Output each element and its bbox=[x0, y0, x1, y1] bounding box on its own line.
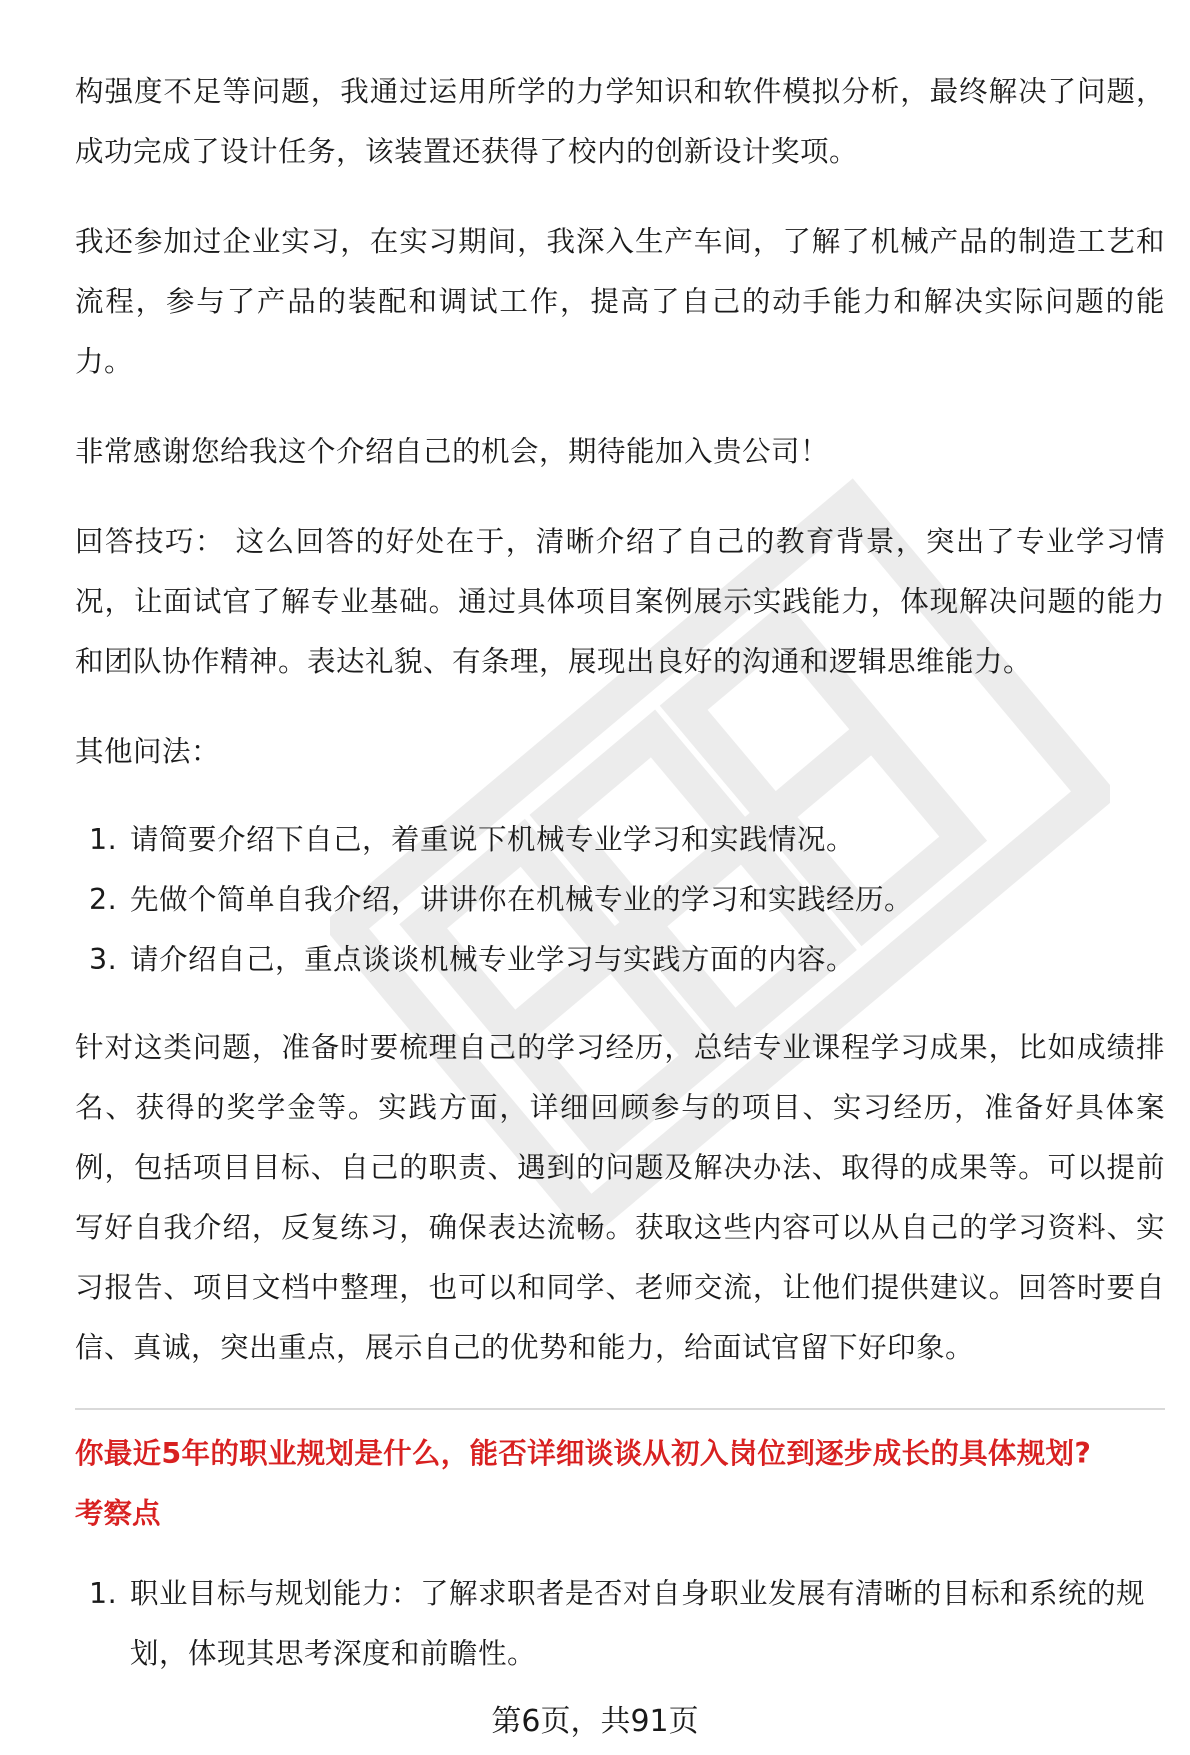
main-content bbox=[75, 62, 1165, 1712]
list-item-number: 3. bbox=[89, 943, 118, 976]
paragraph-project-result: 构强度不足等问题，我通过运用所学的力学知识和软件模拟分析，最终解决了问题，成功完成了设计任务，该装置还获得了校内的创新设计奖项。 bbox=[75, 75, 1165, 168]
question-title: 你最近5年的职业规划是什么，能否详细谈谈从初入岗位到逐步成长的具体规划? bbox=[75, 1437, 1092, 1470]
other-questions-list bbox=[75, 810, 1165, 990]
list-item-number: 1. bbox=[89, 823, 118, 856]
section-divider bbox=[75, 1408, 1165, 1410]
list-item bbox=[75, 930, 1165, 990]
list-item bbox=[75, 870, 1165, 930]
paragraph-answer-tips: 回答技巧： 这么回答的好处在于，清晰介绍了自己的教育背景，突出了专业学习情况，让面试官了解专业基础。通过具体项目案例展示实践能力，体现解决问题的能力和团队协作精神。表达礼貌、有条理，展现出良好的沟通和逻辑思维能力。 bbox=[75, 525, 1165, 678]
paragraph-thanks: 非常感谢您给我这个介绍自己的机会，期待能加入贵公司！ bbox=[75, 435, 830, 468]
list-item bbox=[75, 810, 1165, 870]
list-item-text: 请介绍自己，重点谈谈机械专业学习与实践方面的内容。 bbox=[130, 943, 856, 976]
page-number-footer: 第6页，共91页 bbox=[491, 1704, 699, 1739]
list-item-number: 2. bbox=[89, 883, 118, 916]
paragraph-advice: 针对这类问题，准备时要梳理自己的学习经历，总结专业课程学习成果，比如成绩排名、获得的奖学金等。实践方面，详细回顾参与的项目、实习经历，准备好具体案例，包括项目目标、自己的职责、遇到的问题及解决办法、取得的成果等。可以提前写好自我介绍，反复练习，确保表达流畅。获取这些内容可以从自己的学习资料、实习报告、项目文档中整理，也可以和同学、老师交流，让他们提供建议。回答时要自信、真诚，突出重点，展示自己的优势和能力，给面试官留下好印象。 bbox=[75, 1031, 1165, 1364]
assessment-points-heading: 考察点 bbox=[75, 1497, 161, 1530]
paragraph-other-questions-heading: 其他问法： bbox=[75, 735, 221, 768]
list-item bbox=[75, 1564, 1165, 1684]
list-item-text: 职业目标与规划能力：了解求职者是否对自身职业发展有清晰的目标和系统的规划，体现其思考深度和前瞻性。 bbox=[130, 1577, 1146, 1670]
list-item-text: 请简要介绍下自己，着重说下机械专业学习和实践情况。 bbox=[130, 823, 856, 856]
assessment-points-list bbox=[75, 1564, 1165, 1684]
list-item-text: 先做个简单自我介绍，讲讲你在机械专业的学习和实践经历。 bbox=[130, 883, 914, 916]
list-item-number: 1. bbox=[89, 1577, 118, 1610]
paragraph-internship: 我还参加过企业实习，在实习期间，我深入生产车间，了解了机械产品的制造工艺和流程，参与了产品的装配和调试工作，提高了自己的动手能力和解决实际问题的能力。 bbox=[75, 225, 1165, 378]
